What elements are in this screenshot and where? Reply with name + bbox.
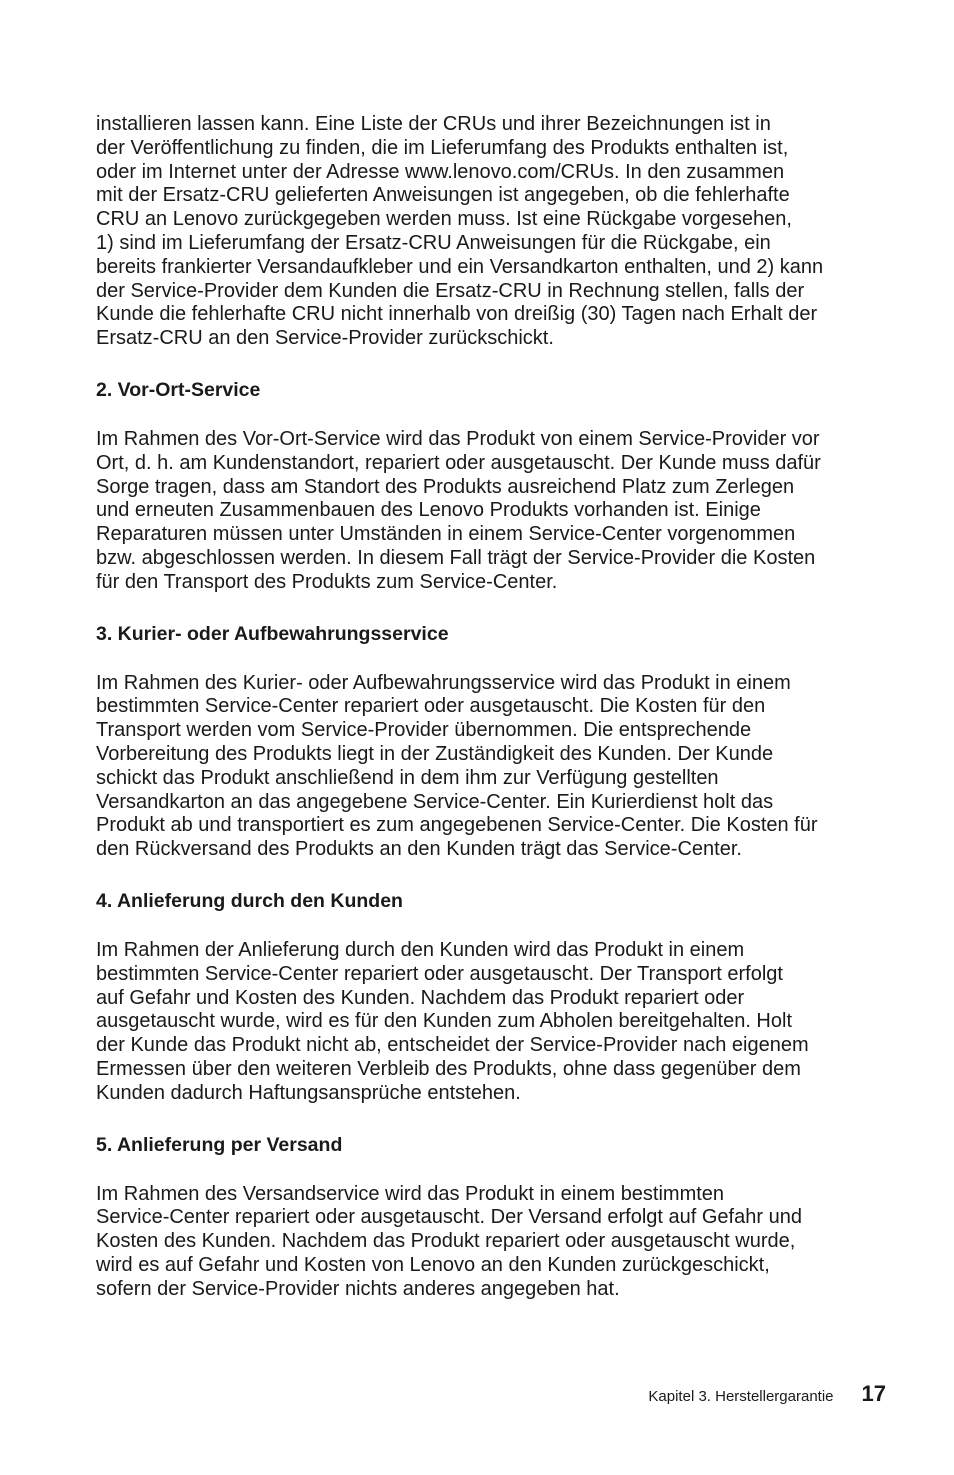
page-content xyxy=(96,113,896,1301)
section-heading-vor-ort-service: 2. Vor-Ort-Service xyxy=(96,378,261,401)
section-paragraph-anlieferung-kunde: Im Rahmen der Anlieferung durch den Kunden wird das Produkt in einem bestimmten Service-Center repariert oder ausgetauscht. Der Transport erfolgt auf Gefahr und Kosten des Kunden. Nachdem das Produkt repariert oder ausgetauscht wurde, wird es für den Kunden zum Abholen bereitgehalten. Holt der Kunde das Produkt nicht ab, entscheidet der Service-Provider nach eigenem Ermessen über den weiteren Verbleib des Produkts, ohne dass gegenüber dem Kunden dadurch Haftungsansprüche entstehen. xyxy=(96,938,809,1104)
footer-chapter-label: Kapitel 3. Herstellergarantie xyxy=(648,1388,834,1405)
section-heading-kurier-service: 3. Kurier- oder Aufbewahrungsservice xyxy=(96,622,449,645)
intro-paragraph: installieren lassen kann. Eine Liste der CRUs und ihrer Bezeichnungen ist in der Veröffentlichung zu finden, die im Lieferumfang des Produkts enthalten ist, oder im Internet unter der Adresse www.lenovo.com/CRUs. In den zusammen mit der Ersatz-CRU gelieferten Anweisungen ist angegeben, ob die fehlerhafte CRU an Lenovo zurückgegeben werden muss. Ist eine Rückgabe vorgesehen, 1) sind im Lieferumfang der Ersatz-CRU Anweisungen für die Rückgabe, ein bereits frankierter Versandaufkleber und ein Versandkarton enthalten, und 2) kann der Service-Provider dem Kunden die Ersatz-CRU in Rechnung stellen, falls der Kunde die fehlerhafte CRU nicht innerhalb von dreißig (30) Tagen nach Erhalt der Ersatz-CRU an den Service-Provider zurückschickt. xyxy=(96,113,824,350)
section-paragraph-kurier-service: Im Rahmen des Kurier- oder Aufbewahrungsservice wird das Produkt in einem bestimmten Service-Center repariert oder ausgetauscht. Die Kosten für den Transport werden vom Service-Provider übernommen. Die entsprechende Vorbereitung des Produkts liegt in der Zuständigkeit des Kunden. Der Kunde schickt das Produkt anschließend in dem ihm zur Verfügung gestellten Versandkarton an das angegebene Service-Center. Ein Kurierdienst holt das Produkt ab und transportiert es zum angegebenen Service-Center. Die Kosten für den Rückversand des Produkts an den Kunden trägt das Service-Center. xyxy=(96,671,818,861)
section-heading-anlieferung-versand: 5. Anlieferung per Versand xyxy=(96,1133,343,1156)
page-number: 17 xyxy=(861,1381,886,1406)
section-heading-anlieferung-kunde: 4. Anlieferung durch den Kunden xyxy=(96,889,403,912)
page-footer xyxy=(648,1381,886,1407)
section-paragraph-anlieferung-versand: Im Rahmen des Versandservice wird das Produkt in einem bestimmten Service-Center repariert oder ausgetauscht. Der Versand erfolgt auf Gefahr und Kosten des Kunden. Nachdem das Produkt repariert oder ausgetauscht wurde, wird es auf Gefahr und Kosten von Lenovo an den Kunden zurückgeschickt, sofern der Service-Provider nichts anderes angegeben hat. xyxy=(96,1182,802,1300)
section-paragraph-vor-ort-service: Im Rahmen des Vor-Ort-Service wird das Produkt von einem Service-Provider vor Ort, d. h. am Kundenstandort, repariert oder ausgetauscht. Der Kunde muss dafür Sorge tragen, dass am Standort des Produkts ausreichend Platz zum Zerlegen und erneuten Zusammenbauen des Lenovo Produkts vorhanden ist. Einige Reparaturen müssen unter Umständen in einem Service-Center vorgenommen bzw. abgeschlossen werden. In diesem Fall trägt der Service-Provider die Kosten für den Transport des Produkts zum Service-Center. xyxy=(96,427,821,593)
